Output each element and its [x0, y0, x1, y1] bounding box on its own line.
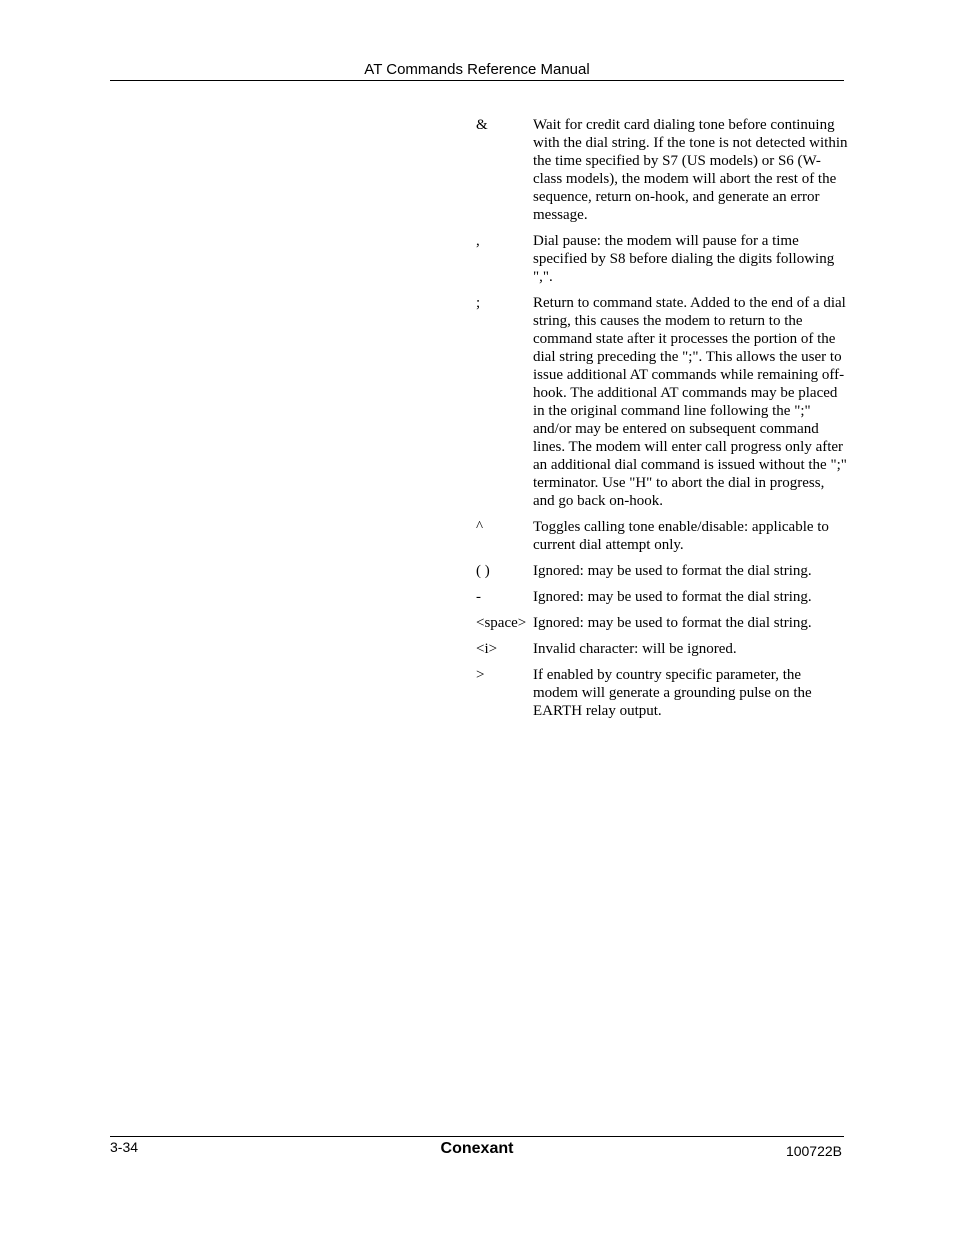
document-number: 100722B: [785, 1143, 842, 1159]
modifier-description: Ignored: may be used to format the dial string.: [533, 615, 812, 631]
modifier-description: If enabled by country specific parameter, the modem will generate a grounding pulse on the EARTH relay output.: [533, 667, 812, 719]
header-title: AT Commands Reference Manual: [364, 61, 590, 78]
modifier-character: <i>: [476, 641, 498, 657]
header-divider: [110, 80, 844, 81]
footer-divider: [110, 1136, 844, 1137]
modifier-character: ( ): [476, 563, 490, 579]
modifier-character: ,: [476, 233, 480, 249]
list-item: [476, 294, 848, 510]
modifier-character: &: [476, 117, 488, 133]
modifier-description: Toggles calling tone enable/disable: applicable to current dial attempt only.: [533, 519, 829, 553]
list-item: [476, 518, 848, 554]
modifier-description: Dial pause: the modem will pause for a time specified by S8 before dialing the digits following ",".: [533, 233, 835, 285]
modifier-description: Return to command state. Added to the end of a dial string, this causes the modem to return to the command state after it processes the portion of the dial string preceding the ";". This allows the user to issue additional AT commands while remaining off-hook. The additional AT commands may be placed in the original command line following the ";" and/or may be entered on subsequent command lines. The modem will enter call progress only after an additional dial command is issued without the ";" terminator. Use "H" to abort the dial in progress, and go back on-hook.: [533, 295, 847, 509]
list-item: [476, 640, 848, 658]
list-item: [476, 232, 848, 286]
modifier-description: Ignored: may be used to format the dial string.: [533, 589, 812, 605]
modifier-character: ^: [476, 519, 484, 535]
list-item: [476, 666, 848, 720]
dial-modifier-list: [476, 116, 848, 728]
modifier-character: <space>: [476, 615, 527, 631]
company-name: Conexant: [440, 1140, 514, 1157]
modifier-character: -: [476, 589, 481, 605]
modifier-description: Wait for credit card dialing tone before continuing with the dial string. If the tone is not detected within the time specified by S7 (US models) or S6 (W-class models), the modem will abort the rest of the sequence, return on-hook, and generate an error message.: [533, 117, 848, 223]
modifier-character: >: [476, 667, 485, 683]
modifier-description: Ignored: may be used to format the dial string.: [533, 563, 812, 579]
list-item: [476, 588, 848, 606]
list-item: [476, 116, 848, 224]
modifier-character: ;: [476, 295, 481, 311]
list-item: [476, 614, 848, 632]
modifier-description: Invalid character: will be ignored.: [533, 641, 737, 657]
page-number: 3-34: [110, 1139, 139, 1155]
list-item: [476, 562, 848, 580]
